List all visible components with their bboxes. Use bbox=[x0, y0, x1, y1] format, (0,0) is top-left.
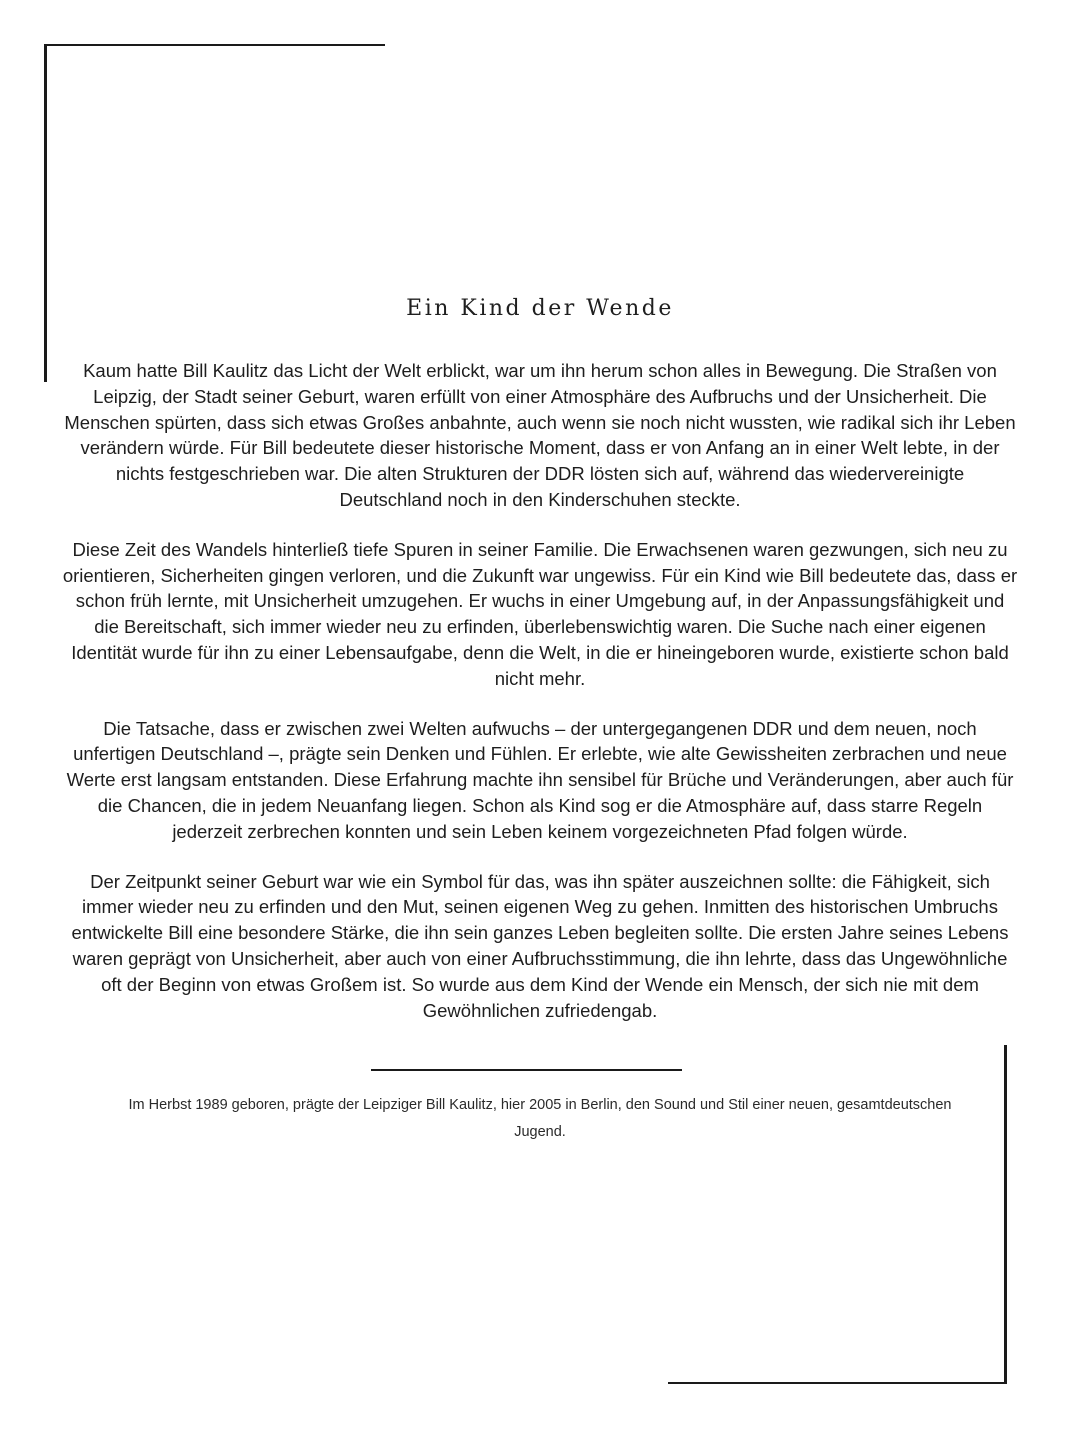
frame-corner-bottom-right-vertical bbox=[1004, 1045, 1007, 1384]
paragraph-2: Diese Zeit des Wandels hinterließ tiefe Spuren in seiner Familie. Die Erwachsenen waren gezwungen, sich neu zu orientieren, Sicherheiten gingen verloren, und die Zukunft war ungewiss. Für ein Kind wie Bill bedeutete das, dass er schon früh lernte, mit Unsicherheit umzugehen. Er wuchs in einer Umgebung auf, in der Anpassungsfähigkeit und die Bereitschaft, sich immer wieder neu zu erfinden, überlebenswichtig waren. Die Suche nach einer eigenen Identität wurde für ihn zu einer Lebensaufgabe, denn die Welt, in die er hineingeboren wurde, existierte schon bald nicht mehr. bbox=[62, 538, 1018, 689]
frame-corner-top-left-vertical bbox=[44, 44, 47, 382]
frame-corner-bottom-right-horizontal bbox=[668, 1382, 1007, 1384]
paragraph-3: Die Tatsache, dass er zwischen zwei Welten aufwuchs – der untergegangenen DDR und dem neuen, noch unfertigen Deutschland –, prägte sein Denken und Fühlen. Er erlebte, wie alte Gewissheiten zerbrachen und neue Werte erst langsam entstanden. Diese Erfahrung machte ihn sensibel für Brüche und Veränderungen, aber auch für die Chancen, die in jedem Neuanfang liegen. Schon als Kind sog er die Atmosphäre auf, dass starre Regeln jederzeit zerbrechen konnten und sein Leben keinem vorgezeichneten Pfad folgen würde. bbox=[66, 717, 1014, 842]
photo-caption: Im Herbst 1989 geboren, prägte der Leipziger Bill Kaulitz, hier 2005 in Berlin, den Sound und Stil einer neuen, gesamtdeutschen Jugend. bbox=[128, 1097, 952, 1140]
chapter-title: Ein Kind der Wende bbox=[406, 296, 674, 321]
paragraph-1: Kaum hatte Bill Kaulitz das Licht der Welt erblickt, war um ihn herum schon alles in Bewegung. Die Straßen von Leipzig, der Stadt seiner Geburt, waren erfüllt von einer Atmosphäre des Aufbruchs und der Unsicherheit. Die Menschen spürten, dass sich etwas Großes anbahnte, auch wenn sie noch nicht wussten, wie radikal sich ihr Leben verändern würde. Für Bill bedeutete dieser historische Moment, dass er von Anfang an in einer Welt lebte, in der nichts festgeschrieben war. Die alten Strukturen der DDR lösten sich auf, während das wiedervereinigte Deutschland noch in den Kinderschuhen steckte. bbox=[64, 360, 1016, 510]
chapter-body bbox=[62, 358, 1018, 1047]
frame-corner-top-left-horizontal bbox=[44, 44, 385, 46]
paragraph-4: Der Zeitpunkt seiner Geburt war wie ein Symbol für das, was ihn später auszeichnen sollte: die Fähigkeit, sich immer wieder neu zu erfinden und den Mut, seinen eigenen Weg zu gehen. Inmitten des historischen Umbruchs entwickelte Bill eine besondere Stärke, die ihn sein ganzes Leben begleiten sollte. Die ersten Jahre seines Lebens waren geprägt von Unsicherheit, aber auch von einer Aufbruchsstimmung, die ihn lehrte, dass das Ungewöhnliche oft der Beginn von etwas Großem ist. So wurde aus dem Kind der Wende ein Mensch, der sich nie mit dem Gewöhnlichen zufriedengab. bbox=[71, 870, 1009, 1021]
caption-divider bbox=[371, 1069, 682, 1071]
